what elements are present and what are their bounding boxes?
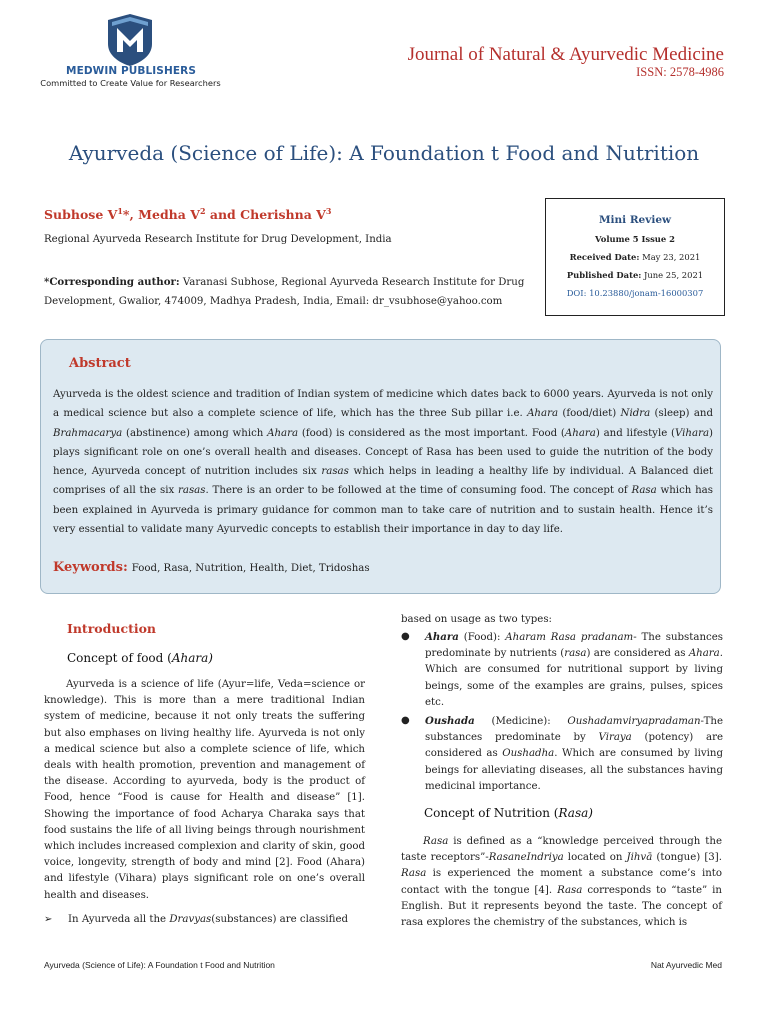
bullet-dot-icon: ● <box>401 631 410 642</box>
author-3-affil: 3 <box>325 206 332 216</box>
medwin-logo-icon <box>100 14 160 66</box>
publisher-tagline: Committed to Create Value for Researchers <box>40 78 221 88</box>
classification-intro: based on usage as two types: <box>401 614 552 625</box>
doi-link[interactable]: DOI: 10.23880/jonam-16000307 <box>566 288 704 298</box>
article-info-box <box>545 198 725 316</box>
author-list <box>44 206 331 222</box>
introduction-paragraph: Ayurveda is a science of life (Ayur=life, Veda=science or knowledge). This is more than a mere traditional Indian system of medicine, because it not only treats the suffering but also emphases on living healthy life. Ayurveda is not only a medical science but also a complete science of life, which deals with health promotion, prevention and management of the disease. According to ayurveda, body is the product of Food, hence “Food is cause for Health and disease” [1]. Showing the importance of food Acharya Charaka says that food sustains the life of all living beings through nourishment which includes increased complexion and clarity of skin, good voice, longevity, strength of body and mind [2]. Food (Ahara) and lifestyle (Vihara) plays significant role on one’s overall health and diseases. <box>44 679 365 901</box>
received-date: Received Date: May 23, 2021 <box>569 252 701 262</box>
article-title: Ayurveda (Science of Life): A Foundation t Food and Nutrition <box>68 141 700 165</box>
nutrition-concept-heading: Concept of Nutrition (Rasa) <box>424 806 593 820</box>
footer-journal-abbrev: Nat Ayurvedic Med <box>650 960 722 970</box>
corresponding-text: Varanasi Subhose, Regional Ayurveda Research Institute for Drug Development, Gwalior, 474009, Madhya Pradesh, India, Email: dr_vsubhose@yahoo.com <box>44 277 525 307</box>
keywords-label: Keywords: <box>53 560 128 575</box>
introduction-heading: Introduction <box>67 621 157 636</box>
arrow-bullet-icon: ➢ <box>44 914 53 925</box>
footer-title: Ayurveda (Science of Life): A Foundation t Food and Nutrition <box>44 960 275 970</box>
bullet-dot-icon: ● <box>401 715 410 726</box>
author-2: Medha V <box>138 207 200 223</box>
affiliation: Regional Ayurveda Research Institute for Drug Development, India <box>44 234 392 245</box>
abstract-box <box>40 339 721 594</box>
dravyas-bullet: ➢ In Ayurveda all the Dravyas(substances) are classified <box>44 912 365 928</box>
food-concept-heading: Concept of food (Ahara) <box>67 651 213 665</box>
keywords-list: Food, Rasa, Nutrition, Health, Diet, Tridoshas <box>131 563 370 574</box>
author-3: Cherishna V <box>240 207 326 223</box>
article-type: Mini Review <box>598 214 672 226</box>
volume-issue: Volume 5 Issue 2 <box>595 234 675 244</box>
author-and: and <box>205 207 241 223</box>
nutrition-paragraph: Rasa is defined as a “knowledge perceived through the taste receptors”-RasaneIndriya located on Jihvā (tongue) [3]. Rasa is experienced the moment a substance come’s into contact with the tongue [4]. Rasa corresponds to “taste” in English. But it represents beyond the taste. The concept of rasa explores the chemistry of the substances, which is <box>401 836 722 929</box>
journal-name: Journal of Natural & Ayurvedic Medicine <box>407 44 724 65</box>
author-1-affil: 1 <box>117 206 123 216</box>
abstract-heading: Abstract <box>69 356 131 371</box>
author-1: Subhose V <box>44 207 118 223</box>
corresponding-label: *Corresponding author: <box>44 276 180 288</box>
publisher-name: MEDWIN PUBLISHERS <box>66 65 196 77</box>
author-2-affil: 2 <box>199 206 206 216</box>
corresponding-mark: *, <box>122 207 139 223</box>
publisher-logo <box>38 14 223 89</box>
corresponding-author <box>44 273 534 311</box>
journal-issn: ISSN: 2578-4986 <box>636 65 724 79</box>
keywords <box>53 560 370 575</box>
abstract-text: Ayurveda is the oldest science and tradition of Indian system of medicine which dates back to 6000 years. Ayurveda is not only a medical science but also a complete science of life, which has the three Sub pillar i.e. Ahara (food/diet) Nidra (sleep) and Brahmacarya (abstinence) among which Ahara (food) is considered as the most important. Food (Ahara) and lifestyle (Vihara) plays significant role on one’s overall health and diseases. Concept of Rasa has been used to guide the nutrition of the body hence, Ayurveda concept of nutrition includes six rasas which helps in leading a healthy life by individual. A Balanced diet comprises of all the six rasas. There is an order to be followed at the time of consuming food. The concept of Rasa which has been explained in Ayurveda is primary guidance for common man to take care of nutrition and to sustain health. Hence it’s very essential to validate many Ayurvedic concepts to establish their importance in day to day life. <box>53 389 714 536</box>
published-date: Published Date: June 25, 2021 <box>566 270 704 280</box>
